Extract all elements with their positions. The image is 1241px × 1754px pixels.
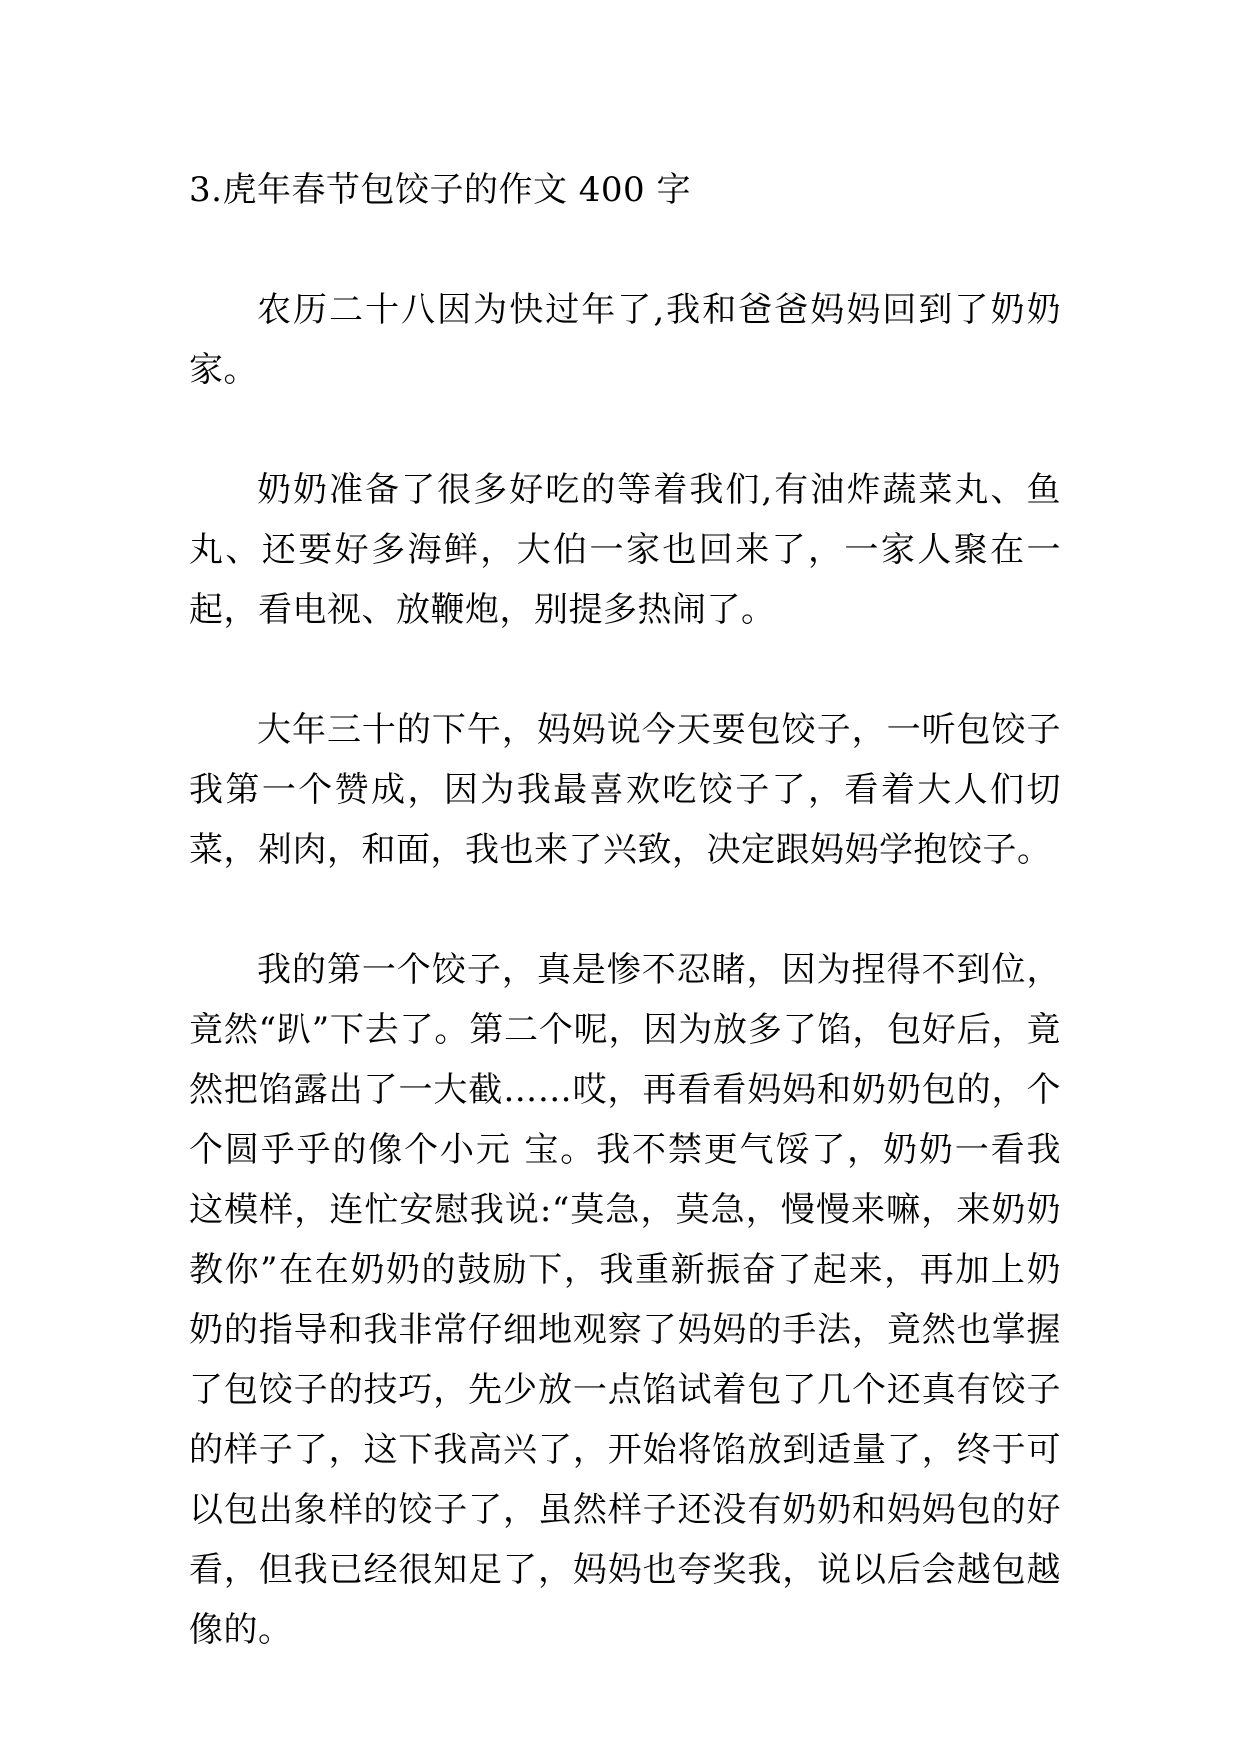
document-body	[189, 160, 1061, 1660]
paragraph-4: 我的第一个饺子，真是惨不忍睹，因为捏得不到位，竟然“趴”下去了。第二个呢，因为放多了馅，包好后，竟然把馅露出了一大截……哎，再看看妈妈和奶奶包的，个个圆乎乎的像个小元 宝。我不禁更气馁了，奶奶一看我这模样，连忙安慰我说:“莫急，莫急，慢慢来嘛，来奶奶教你”在在奶奶的鼓励下，我重新振奋了起来，再加上奶奶的指导和我非常仔细地观察了妈妈的手法，竟然也掌握了包饺子的技巧，先少放一点馅试着包了几个还真有饺子的样子了，这下我高兴了，开始将馅放到适量了，终于可以包出象样的饺子了，虽然样子还没有奶奶和妈妈包的好看，但我已经很知足了，妈妈也夸奖我，说以后会越包越像的。	[189, 950, 1061, 1650]
paragraph-2: 奶奶准备了很多好吃的等着我们,有油炸蔬菜丸、鱼丸、还要好多海鲜，大伯一家也回来了，一家人聚在一起，看电视、放鞭炮，别提多热闹了。	[189, 470, 1061, 630]
document-title: 3.虎年春节包饺子的作文 400 字	[189, 170, 691, 210]
paragraph-1: 农历二十八因为快过年了,我和爸爸妈妈回到了奶奶家。	[189, 290, 1061, 390]
paragraph-3: 大年三十的下午，妈妈说今天要包饺子，一听包饺子我第一个赞成，因为我最喜欢吃饺子了，看着大人们切菜，剁肉，和面，我也来了兴致，决定跟妈妈学抱饺子。	[189, 710, 1061, 870]
